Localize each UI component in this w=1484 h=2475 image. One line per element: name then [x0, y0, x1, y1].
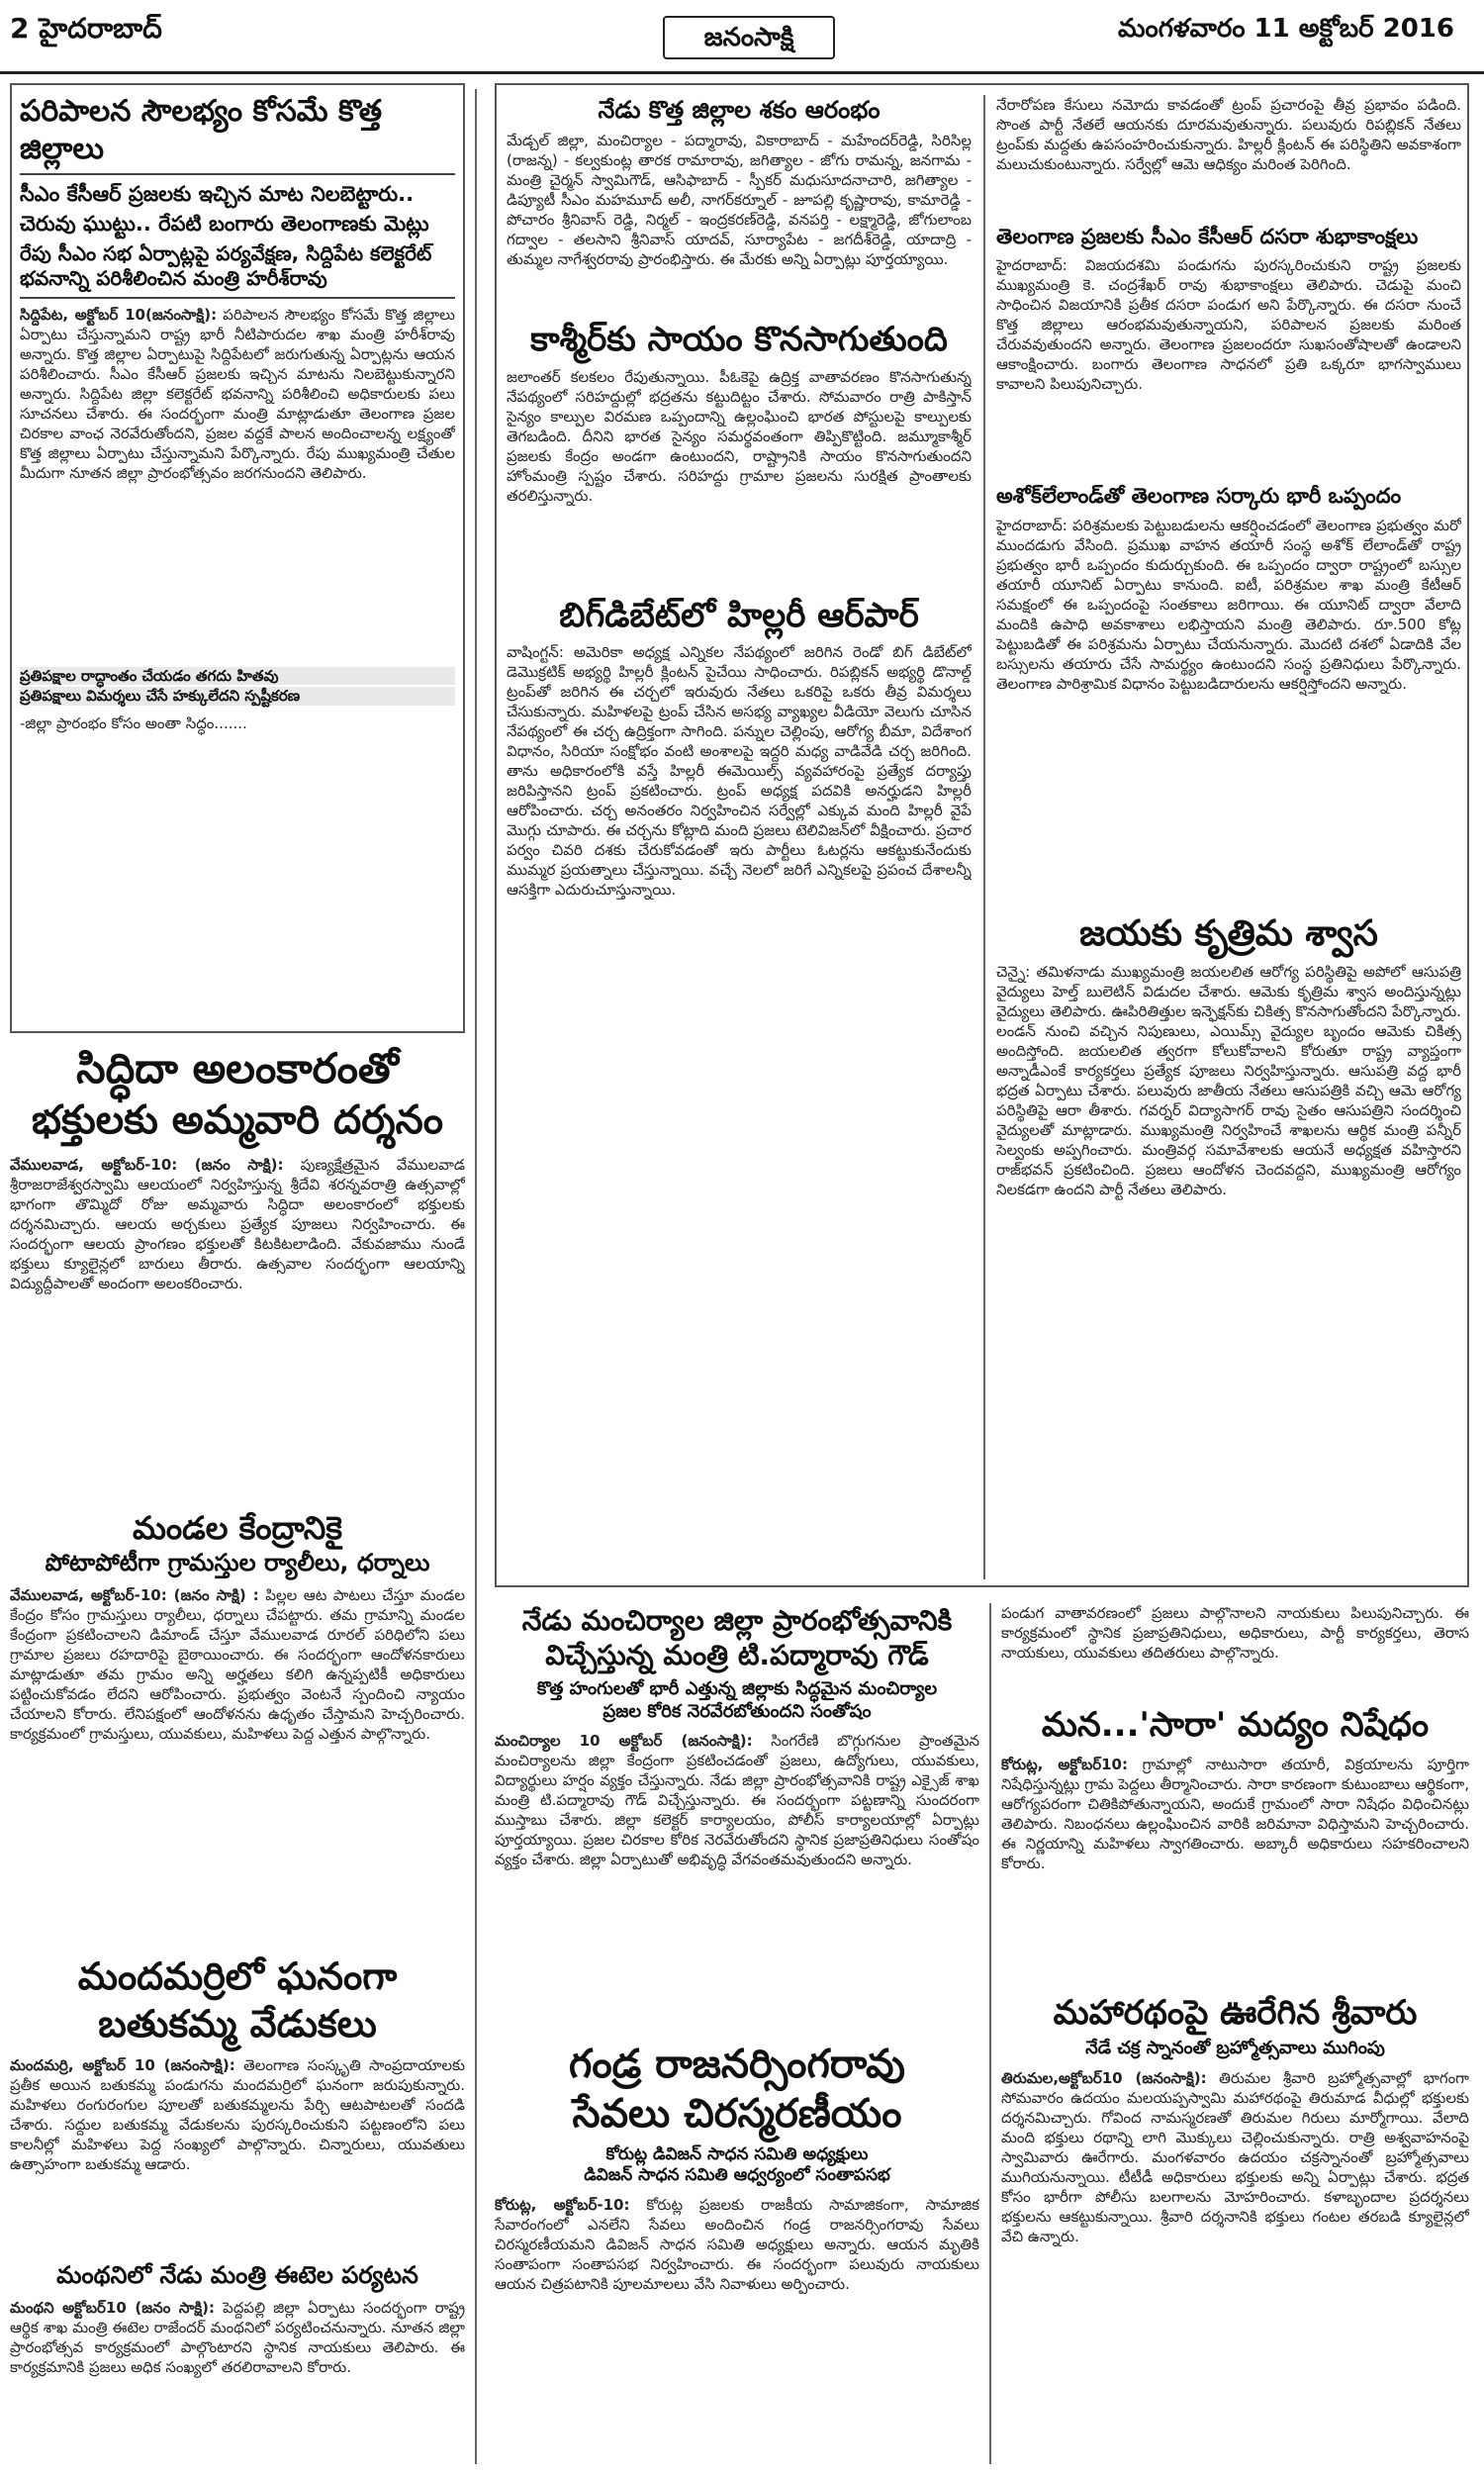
story-body: హైదరాబాద్: విజయదశమి పండుగను పురస్కరించుకుని రాష్ట్ర ప్రజలకు ముఖ్యమంత్రి కె. చంద్రశేఖర్ రావు శుభాకాంక్షలు తెలిపారు. చెడుపై మంచి సాధించిన విజయానికి ప్రతీక దసరా పండుగ అని పేర్కొన్నారు. ఈ దసరా నుంచే కొత్త జిల్లాలు ఆరంభమవుతున్నాయని, పరిపాలన ప్రజలకు మరింత చేరువవుతుందని అన్నారు. తెలంగాణ ప్రజలందరూ సుఖసంతోషాలతో ఉండాలని ఆకాంక్షించారు. బంగారు తెలంగాణ సాధనలో ప్రతి ఒక్కరూ భాగస్వాములు కావాలని పిలుపునిచ్చారు.	[996, 256, 1461, 394]
dateline: వేములవాడ, అక్టోబర్-10: (జనం సాక్షి):	[10, 1155, 284, 1174]
story-headline: సిద్ధిదా అలంకారంతో	[76, 1044, 399, 1093]
story-headline: పోటాపోటీగా గ్రామస్తుల ర్యాలీలు, ధర్నాలు	[45, 1549, 430, 1576]
page-header	[0, 0, 1484, 74]
story-body	[1001, 2068, 1469, 2395]
story-body	[10, 2298, 465, 2456]
story-headline: మహారథంపై ఊరేగిన శ్రీవారు	[1053, 1992, 1418, 2033]
story-subheading: కోరుట్ల డివిజన్ సాధన సమితి అధ్యక్షులు	[605, 2144, 869, 2164]
story-manthani	[10, 2260, 465, 2463]
story-headline: అశోక్‌లేలాండ్‌తో తెలంగాణ సర్కారు భారీ ఒప్పందం	[996, 484, 1402, 509]
story-headline: సేవలు చిరస్మరణీయం	[572, 2091, 902, 2137]
featured-box	[495, 83, 1469, 1587]
article-text: పరిపాలన సౌలభ్యం కోసమే కొత్త జిల్లాలు ఏర్పాటు చేస్తున్నామని రాష్ట్ర భారీ నీటిపారుదల శాఖ మంత్రి హరీశ్‌రావు అన్నారు. కొత్త జిల్లాల ఏర్పాటుపై సిద్దిపేటలో జరుగుతున్న ఏర్పాట్లను ఆయన పరిశీలించారు. సీఎం కేసీఆర్ ప్రజలకు ఇచ్చిన మాటను నిలబెట్టుకున్నారని అన్నారు. సిద్దిపేట జిల్లా కలెక్టరేట్ భవనాన్ని పరిశీలించి అధికారులకు పలు సూచనలు చేశారు. ఈ సందర్భంగా మంత్రి మాట్లాడుతూ తెలంగాణ ప్రజల చిరకాల వాంఛ నెరవేరుతోందని, ప్రజల వద్దకే పాలన అందించాలన్న లక్ష్యంతో కొత్త జిల్లాలు ఏర్పాటు చేస్తున్నామని పేర్కొన్నారు. రేపు ముఖ్యమంత్రి చేతుల మీదుగా నూతన జిల్లా ప్రారంభోత్సవం జరగనుందని తెలిపారు.	[20, 305, 455, 482]
story-headline: మంథనిలో నేడు మంత్రి ఈటెల పర్యటన	[56, 2261, 418, 2289]
featured-right-column	[996, 95, 1461, 1579]
story-body	[10, 2055, 465, 2214]
story-headline: మండల కేంద్రానికై	[133, 1509, 342, 1547]
article-text: సింగరేణి బొగ్గుగనుల ప్రాంతమైన మంచిర్యాలను జిల్లా కేంద్రంగా ప్రకటించడంతో ప్రజలు, ఉద్యోగులు, యువకులు, విద్యార్థులు హర్షం వ్యక్తం చేస్తున్నారు. నేడు జిల్లా ప్రారంభోత్సవానికి రాష్ట్ర ఎక్సైజ్ శాఖ మంత్రి టి.పద్మారావు గౌడ్ విచ్చేస్తున్నారు. ఈ సందర్భంగా పట్టణాన్ని సుందరంగా ముస్తాబు చేశారు. జిల్లా కలెక్టర్ కార్యాలయం, పోలీస్ కార్యాలయాల్లో ఏర్పాట్లు పూర్తయ్యాయి. ప్రజల చిరకాల కోరిక నెరవేరుతోందని స్థానిక ప్రజాప్రతినిధులు సంతోషం వ్యక్తం చేశారు. జిల్లా ఏర్పాటుతో అభివృద్ధి వేగవంతమవుతుందని అన్నారు.	[495, 1732, 979, 1868]
story-headline: మన...'సారా' మద్యం నిషేధం	[1041, 1705, 1430, 1745]
story-body	[1001, 1755, 1469, 1982]
story-headline: నేడు కొత్త జిల్లాల శకం ఆరంభం	[598, 96, 881, 124]
column-rule	[989, 1603, 991, 2464]
right-lower-column	[1001, 1603, 1469, 2464]
closing-line: -జిల్లా ప్రారంభం కోసం అంతా సిద్ధం.......	[20, 714, 247, 732]
story-subheading: డివిజన్ సాధన సమితి ఆధ్వర్యంలో సంతాపసభ	[584, 2165, 890, 2186]
story-headline: గండ్ర రాజనర్సింగరావు	[569, 2042, 905, 2087]
dateline: మందమర్రి, అక్టోబర్ 10 (జనంసాక్షి):	[10, 2056, 235, 2074]
dateline: తిరుమల,అక్టోబర్10 (జనంసాక్షి):	[1001, 2068, 1207, 2087]
column-rule	[983, 95, 985, 1579]
article-text: గ్రామాల్లో నాటుసారా తయారీ, విక్రయాలను పూర్తిగా నిషేధిస్తున్నట్లు గ్రామ పెద్దలు తీర్మానించారు. సారా కారణంగా కుటుంబాలు ఆర్థికంగా, ఆరోగ్యపరంగా చితికిపోతున్నాయని, అందుకే గ్రామంలో సారా నిషేధం విధించినట్లు తెలిపారు. నిబంధనలు ఉల్లంఘించిన వారికి జరిమానా విధిస్తామని హెచ్చరించారు. ఈ నిర్ణయాన్ని మహిళలు స్వాగతించారు. అబ్కారీ అధికారులు సహకరించాలని కోరారు.	[1001, 1755, 1469, 1872]
story-body: వాషింగ్టన్: అమెరికా అధ్యక్ష ఎన్నికల నేపథ్యంలో జరిగిన రెండో బిగ్ డిబేట్‌లో డెమొక్రటిక్ అభ్యర్థి హిల్లరీ క్లింటన్ పైచేయి సాధించారు. రిపబ్లికన్ అభ్యర్థి డొనాల్డ్ ట్రంప్‌తో జరిగిన ఈ చర్చలో ఇరువురు నేతలు ఒకరిపై ఒకరు తీవ్ర విమర్శలు చేసుకున్నారు. మహిళలపై ట్రంప్ చేసిన అసభ్య వ్యాఖ్యల వీడియో వెలుగు చూసిన నేపథ్యంలో ఈ చర్చ ఉద్రిక్తంగా సాగింది. పన్నుల చెల్లింపు, ఆరోగ్య బీమా, విదేశాంగ విధానం, సిరియా సంక్షోభం వంటి అంశాలపై ఇద్దరి మధ్య వాడివేడి చర్చ జరిగింది. తాను అధికారంలోకి వస్తే హిల్లరీ ఈమెయిల్స్ వ్యవహారంపై ప్రత్యేక దర్యాప్తు జరిపిస్తానని ట్రంప్ ప్రకటించారు. ట్రంప్ అధ్యక్ష పదవికి అనర్హుడని హిల్లరీ ఆరోపించారు. చర్చ అనంతరం నిర్వహించిన సర్వేల్లో ఎక్కువ మంది హిల్లరీ వైపే మొగ్గు చూపారు. ఈ చర్చను కోట్లాది మంది ప్రజలు టెలివిజన్‌లో వీక్షించారు. ప్రచార పర్వం చివరి దశకు చేరుకోవడంతో ఇరు పార్టీలు ఓటర్లను ఆకట్టుకునేందుకు ముమ్మర ప్రయత్నాలు చేస్తున్నాయి. వచ్చే నెలలో జరిగే ఎన్నికలపై ప్రపంచ దేశాలన్నీ ఆసక్తిగా ఎదురుచూస్తున్నాయి.	[507, 643, 972, 899]
story-body	[10, 1155, 465, 1472]
story-headline: మందమర్రిలో ఘనంగా	[77, 1954, 398, 1998]
article-text: పిల్లల ఆట పాటలు చేస్తూ మండల కేంద్రం కోసం గ్రామస్తులు ర్యాలీలు, ధర్నాలు చేపట్టారు. తమ గ్రామాన్ని మండల కేంద్రంగా ప్రకటించాలని డిమాండ్ చేస్తూ వేములవాడ రూరల్ పరిధిలోని పలు గ్రామాల ప్రజలు రహదారిపై బైఠాయించారు. ఈ సందర్భంగా ఆందోళనకారులు మాట్లాడుతూ తమ గ్రామం అన్ని అర్హతలు కలిగి ఉన్నప్పటికీ అధికారులు పట్టించుకోవడం లేదని ఆరోపించారు. ప్రభుత్వం వెంటనే స్పందించి న్యాయం చేయాలని కోరారు. లేనిపక్షంలో ఆందోళనను ఉధృతం చేస్తామని హెచ్చరించారు. కార్యక్రమంలో గ్రామస్తులు, యువకులు, మహిళలు పెద్ద ఎత్తున పాల్గొన్నారు.	[10, 1586, 465, 1743]
story-headline: జయకు కృత్రిమ శ్వాస	[1079, 912, 1378, 954]
article-text: పెద్దపల్లి జిల్లా ఏర్పాటు సందర్భంగా రాష్ట్ర ఆర్థిక శాఖ మంత్రి ఈటెల రాజేందర్ మంథనిలో పర్యటించనున్నారు. నూతన జిల్లా ప్రారంభోత్సవ కార్యక్రమంలో పాల్గొంటారని స్థానిక నాయకులు తెలిపారు. ఈ కార్యక్రమానికి ప్రజలు అధిక సంఖ్యలో తరలిరావాలని కోరారు.	[10, 2299, 465, 2376]
story-mandal	[10, 1508, 465, 1944]
inline-subheading: ప్రతిపక్షాల రాద్ధాంతం చేయడం తగదు హితవు	[20, 667, 455, 686]
lead-subheading: సీఎం కేసీఆర్ ప్రజలకు ఇచ్చిన మాట నిలబెట్టారు..	[20, 182, 415, 206]
divider	[20, 173, 455, 175]
story-subheading: కొత్త హంగులతో భారీ ఎత్తున్న జిల్లాకు సిద్ధమైన మంచిర్యాల	[536, 1678, 938, 1699]
lead-headline: పరిపాలన సౌలభ్యం కోసమే కొత్త జిల్లాలు	[20, 94, 383, 166]
story-subheading: నేడే చక్ర స్నానంతో బ్రహ్మోత్సవాలు ముగింపు	[1085, 2038, 1385, 2058]
story-body: పండుగ వాతావరణంలో ప్రజలు పాల్గొనాలని నాయకులు పిలుపునిచ్చారు. ఈ కార్యక్రమంలో స్థానిక ప్రజాప్రతినిధులు, అధికారులు, పార్టీ కార్యకర్తలు, తెరాస నాయకులు, యువకులు తదితరులు పాల్గొన్నారు.	[1001, 1604, 1469, 1662]
dateline: వేములవాడ, అక్టోబర్-10: (జనం సాక్షి) :	[10, 1586, 259, 1604]
dateline: మంచిర్యాల 10 అక్టోబర్ (జనంసాక్షి):	[495, 1732, 753, 1750]
story-headline: తెలంగాణ ప్రజలకు సీఎం కేసీఆర్ దసరా శుభాకాంక్షలు	[996, 225, 1419, 248]
article-text: పుణ్యక్షేత్రమైన వేములవాడ శ్రీరాజరాజేశ్వరస్వామి ఆలయంలో నిర్వహిస్తున్న శ్రీదేవి శరన్నవరాత్రి ఉత్సవాల్లో భాగంగా తొమ్మిదో రోజు అమ్మవారు సిద్ధిదా అలంకారంలో భక్తులకు దర్శనమిచ్చారు. ఆలయ అర్చకులు ప్రత్యేక పూజలు నిర్వహించారు. ఈ సందర్భంగా ఆలయ ప్రాంగణం భక్తులతో కిటకిటలాడింది. వేకువజాము నుండే భక్తులు క్యూలైన్లలో బారులు తీరారు. ఉత్సవాల సందర్భంగా ఆలయాన్ని విద్యుద్దీపాలతో అందంగా అలంకరించారు.	[10, 1155, 465, 1292]
story-body: నేరారోపణ కేసులు నమోదు కావడంతో ట్రంప్ ప్రచారంపై తీవ్ర ప్రభావం పడింది. సొంత పార్టీ నేతలే ఆయనకు దూరమవుతున్నారు. పలువురు రిపబ్లికన్ నేతలు ట్రంప్‌కు మద్దతు ఉపసంహరించుకున్నారు. హిల్లరీ క్లింటన్ ఈ పరిస్థితిని అవకాశంగా మలుచుకుంటున్నారు. సర్వేల్లో ఆమె ఆధిక్యం మరింత పెరిగింది.	[996, 96, 1461, 173]
dateline: కోరుట్ల, అక్టోబర్-10:	[495, 2195, 630, 2214]
story-body: మేడ్చల్ జిల్లా, మంచిర్యాల - పద్మారావు, వికారాబాద్ - మహేందర్‌రెడ్డి, సిరిసిల్ల (రాజన్న) - కల్వకుంట్ల తారక రామారావు, జగిత్యాల - జోగు రామన్న, జనగామ - మంత్రి చైర్మన్ స్వామిగౌడ్, ఆసిఫాబాద్ - స్పీకర్ మధుసూదనాచారి, జగిత్యాల - డిప్యూటీ సీఎం మహమూద్ అలీ, నాగర్‌కర్నూల్ - జూపల్లి కృష్ణారావు, కామారెడ్డి - పోచారం శ్రీనివాస్ రెడ్డి, నిర్మల్ - ఇంద్రకరణ్‌రెడ్డి, వనపర్తి - లక్ష్మారెడ్డి, జోగులాంబ గద్వాల - తలసాని శ్రీనివాస్ యాదవ్, సూర్యాపేట - జగదీశ్‌రెడ్డి, యాదాద్రి - తుమ్మల నాగేశ్వరరావు ప్రారంభిస్తారు. ఈ మేరకు అన్ని ఏర్పాట్లు పూర్తయ్యాయి.	[507, 132, 972, 268]
story-body: చెన్నై: తమిళనాడు ముఖ్యమంత్రి జయలలిత ఆరోగ్య పరిస్థితిపై అపోలో ఆసుపత్రి వైద్యులు హెల్త్ బులెటిన్ విడుదల చేశారు. ఆమెకు కృత్రిమ శ్వాస అందిస్తున్నట్లు వైద్యులు తెలిపారు. ఊపిరితిత్తుల ఇన్ఫెక్షన్‌కు చికిత్స కొనసాగుతోందని పేర్కొన్నారు. లండన్ నుంచి వచ్చిన నిపుణులు, ఎయిమ్స్ వైద్యుల బృందం ఆమెకు చికిత్స అందిస్తోంది. జయలలిత త్వరగా కోలుకోవాలని కోరుతూ రాష్ట్ర వ్యాప్తంగా అన్నాడీఎంకే కార్యకర్తలు ప్రత్యేక పూజలు నిర్వహిస్తున్నారు. ఆసుపత్రి వద్ద భారీ భద్రత ఏర్పాటు చేశారు. పలువురు జాతీయ నేతలు ఆసుపత్రికి వచ్చి ఆమె ఆరోగ్య పరిస్థితిపై ఆరా తీశారు. గవర్నర్ విద్యాసాగర్ రావు సైతం ఆసుపత్రిని సందర్శించి వైద్యులతో మాట్లాడారు. ముఖ్యమంత్రి నిర్వహించే శాఖలను ఆర్థిక మంత్రి పన్నీర్ సెల్వంకు అప్పగించారు. మంత్రివర్గ సమావేశాలకు ఆయనే అధ్యక్షత వహిస్తారని రాజ్‌భవన్ ప్రకటించింది. ప్రజలు ఆందోళన చెందవద్దని, ముఖ్యమంత్రి ఆరోగ్యం నిలకడగా ఉందని పార్టీ నేతలు తెలిపారు.	[996, 962, 1461, 1198]
article-text: తిరుమల శ్రీవారి బ్రహ్మోత్సవాల్లో భాగంగా సోమవారం ఉదయం మలయప్పస్వామి మహారథంపై తిరుమాడ వీధుల్లో భక్తులకు దర్శనమిచ్చారు. గోవింద నామస్మరణతో తిరుమల గిరులు మార్మోగాయి. వేలాది మంది భక్తులు రథాన్ని లాగి మొక్కులు చెల్లించుకున్నారు. రాత్రి అశ్వవాహనంపై స్వామివారు ఊరేగారు. మంగళవారం ఉదయం చక్రస్నానంతో బ్రహ్మోత్సవాలు ముగియనున్నాయి. టీటీడీ అధికారులు భక్తులకు అన్ని ఏర్పాట్లు చేశారు. భద్రత కోసం భారీగా పోలీసు బలగాలను మోహరించారు. కళాబృందాల ప్రదర్శనలు భక్తులను ఆకట్టుకున్నాయి. శ్రీవారి దర్శనానికి భక్తులు గంటల తరబడి క్యూలైన్లలో వేచి ఉన్నారు.	[1001, 2068, 1469, 2245]
dateline: కోరుట్ల, అక్టోబర్10:	[1001, 1755, 1128, 1773]
inline-subheading: ప్రతిపక్షాలు విమర్శలు చేసే హక్కులేదని స్పష్టీకరణ	[20, 687, 455, 706]
center-lower-column	[495, 1603, 979, 2464]
story-subheading: ప్రజల కోరిక నెరవేరబోతుందని సంతోషం	[603, 1700, 872, 1722]
left-column	[10, 83, 465, 2468]
story-headline: నేడు మంచిర్యాల జిల్లా ప్రారంభోత్సవానికి	[521, 1604, 953, 1637]
story-headline: బతుకమ్మ వేడుకలు	[98, 2001, 377, 2046]
story-body	[495, 1731, 979, 2028]
story-bathukamma	[10, 1953, 465, 2250]
lead-body	[20, 305, 455, 661]
divider	[20, 297, 455, 299]
story-headline: బిగ్‌డిబేట్‌లో హిల్లరీ ఆర్‌పార్	[559, 595, 919, 635]
lead-subheading: రేపు సీఎం సభ ఏర్పాట్లపై పర్యవేక్షణ, సిద్దిపేట కలెక్టరేట్ భవనాన్ని పరిశీలించిన మంత్రి హరీశ్‌రావు	[20, 240, 432, 290]
story-headline: భక్తులకు అమ్మవారి దర్శనం	[31, 1096, 443, 1143]
page-label: 2 హైదరాబాద్	[10, 12, 162, 45]
article-text: కోరుట్ల ప్రజలకు రాజకీయ సామాజికంగా, సామాజిక సేవారంగంలో ఎనలేని సేవలు అందించిన గండ్ర రాజనర్సింగరావు సేవలు చిరస్మరణీయమని డివిజన్ సాధన సమితి అధ్యక్షులు అన్నారు. ఆయన మృతికి సంతాపంగా సంతాపసభ నిర్వహించారు. ఈ సందర్భంగా పలువురు నాయకులు ఆయన చిత్రపటానికి పూలమాలలు వేసి నివాళులు అర్పించారు.	[495, 2195, 979, 2293]
masthead-logo: జనంసాక్షి	[663, 16, 835, 59]
column-rule	[475, 89, 477, 2464]
story-body	[495, 2195, 979, 2324]
lead-story	[10, 83, 465, 1033]
dateline: సిద్దిపేట, అక్టోబర్ 10(జనంసాక్షి):	[20, 305, 218, 324]
story-headline: విచ్చేస్తున్న మంత్రి టి.పద్మారావు గౌడ్	[545, 1639, 929, 1671]
dateline: మంథని అక్టోబర్10 (జనం సాక్షి):	[10, 2299, 216, 2317]
lead-subheading: చెరువు ఘుట్టు.. రేపటి బంగారు తెలంగాణకు మెట్లు	[20, 212, 429, 237]
story-body	[10, 1585, 465, 1912]
story-body: హైదరాబాద్: పరిశ్రమలకు పెట్టుబడులను ఆకర్షించడంలో తెలంగాణ ప్రభుత్వం మరో ముందడుగు వేసింది. ప్రముఖ వాహన తయారీ సంస్థ అశోక్ లేలాండ్‌తో రాష్ట్ర ప్రభుత్వం భారీ ఒప్పందం కుదుర్చుకుంది. ఈ ఒప్పందం ద్వారా రాష్ట్రంలో బస్సుల తయారీ యూనిట్ ఏర్పాటు కానుంది. ఐటీ, పరిశ్రమల శాఖ మంత్రి కేటీఆర్ సమక్షంలో ఈ ఒప్పందంపై సంతకాలు జరిగాయి. ఈ యూనిట్ ద్వారా వేలాది మందికి ఉపాధి అవకాశాలు లభిస్తాయని మంత్రి తెలిపారు. రూ.500 కోట్ల పెట్టుబడితో ఈ పరిశ్రమను ఏర్పాటు చేయనున్నారు. మొదటి దశలో ఏడాదికి వేల బస్సులను తయారు చేసే సామర్థ్యం ఉంటుందని సంస్థ ప్రతినిధులు పేర్కొన్నారు. తెలంగాణ పారిశ్రామిక విధానం పెట్టుబడిదారులను ఆకర్షిస్తోందని అన్నారు.	[996, 516, 1461, 693]
article-text: తెలంగాణ సంస్కృతి సాంప్రదాయాలకు ప్రతీక అయిన బతుకమ్మ పండుగను మందమర్రిలో ఘనంగా జరుపుకున్నారు. మహిళలు రంగురంగుల పూలతో బతుకమ్మలను పేర్చి ఆటపాటలతో సందడి చేశారు. సద్దుల బతుకమ్మ వేడుకలను పురస్కరించుకుని పట్టణంలోని పలు కాలనీల్లో మహిళలు పెద్ద సంఖ్యలో పాల్గొన్నారు. చిన్నారులు, యువతులు ఉత్సాహంగా బతుకమ్మ ఆడారు.	[10, 2056, 465, 2173]
featured-left-column	[507, 95, 972, 1579]
story-headline: కాశ్మీర్‌కు సాయం కొనసాగుతుంది	[530, 320, 948, 359]
story-body: జలాంతర్ కలకలం రేపుతున్నాయి. పీఓకెపై ఉద్రిక్త వాతావరణం కొనసాగుతున్న నేపథ్యంలో సరిహద్దుల్లో భద్రతను కట్టుదిట్టం చేశారు. సోమవారం రాత్రి పాకిస్తాన్ సైన్యం కాల్పుల విరమణ ఒప్పందాన్ని ఉల్లంఘించి భారత పోస్టులపై కాల్పులకు తెగబడింది. దీనిని భారత సైన్యం సమర్థవంతంగా తిప్పికొట్టింది. జమ్మూకాశ్మీర్ ప్రజలకు కేంద్రం అండగా ఉంటుందని, రాష్ట్రానికి సాయం కొనసాగుతుందని హోంమంత్రి స్పష్టం చేశారు. సరిహద్దు గ్రామాల ప్రజలను సురక్షిత ప్రాంతాలకు తరలిస్తున్నారు.	[507, 367, 972, 505]
issue-date: మంగళవారం 11 అక్టోబర్ 2016	[1118, 14, 1454, 44]
story-siddhida	[10, 1043, 465, 1498]
